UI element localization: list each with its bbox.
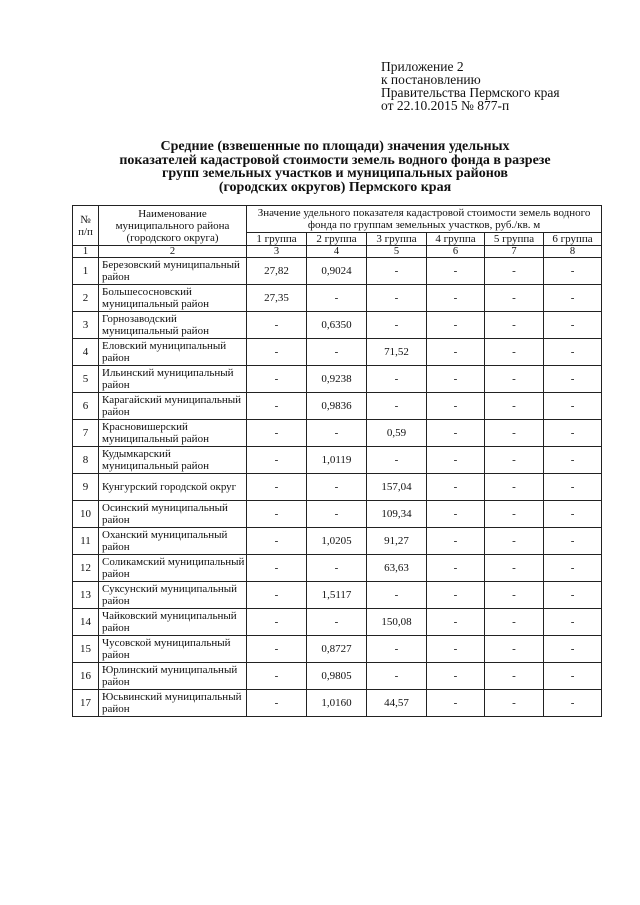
district-name: Осинский муниципальный район [99,501,247,528]
appendix-line: от 22.10.2015 № 877-п [381,98,510,113]
group-2-value: - [307,420,367,447]
group-4-value: - [427,393,485,420]
group-6-value: - [544,690,602,717]
group-1-value: - [247,609,307,636]
group-2-value: - [307,474,367,501]
district-name: Еловский муниципальный район [99,339,247,366]
header-group-5: 5 группа [485,233,544,246]
group-2-value: 0,6350 [307,312,367,339]
header-value: Значение удельного показателя кадастровой стоимости земель водного фонда по группам земельных участков, руб./кв. м [247,206,602,233]
appendix-line: Правительства Пермского края [381,85,560,100]
group-6-value: - [544,663,602,690]
title-line: (городских округов) Пермского края [218,179,452,195]
group-1-value: - [247,447,307,474]
district-name: Чусовской муниципальный район [99,636,247,663]
group-1-value: 27,82 [247,258,307,285]
table-row [73,366,602,393]
group-3-value: - [367,663,427,690]
appendix-line: к постановлению [381,72,481,87]
group-2-value: 1,0205 [307,528,367,555]
district-name: Кудымкарский муниципальный район [99,447,247,474]
group-6-value: - [544,258,602,285]
row-number: 8 [73,447,99,474]
row-number: 7 [73,420,99,447]
group-2-value: 0,9805 [307,663,367,690]
group-1-value: 27,35 [247,285,307,312]
group-1-value: - [247,528,307,555]
table-row [73,501,602,528]
group-1-value: - [247,555,307,582]
group-4-value: - [427,501,485,528]
group-6-value: - [544,285,602,312]
group-1-value: - [247,690,307,717]
column-number: 8 [544,246,602,258]
group-1-value: - [247,501,307,528]
group-6-value: - [544,474,602,501]
column-number: 2 [99,246,247,258]
group-1-value: - [247,474,307,501]
group-3-value: - [367,393,427,420]
column-numbers-row [73,246,602,258]
group-5-value: - [485,690,544,717]
table-row [73,609,602,636]
group-5-value: - [485,339,544,366]
group-6-value: - [544,555,602,582]
row-number: 16 [73,663,99,690]
group-4-value: - [427,339,485,366]
group-6-value: - [544,636,602,663]
group-2-value: 0,9024 [307,258,367,285]
group-3-value: - [367,285,427,312]
row-number: 4 [73,339,99,366]
group-3-value: 150,08 [367,609,427,636]
group-6-value: - [544,501,602,528]
group-5-value: - [485,609,544,636]
column-number: 1 [73,246,99,258]
column-number: 3 [247,246,307,258]
group-2-value: - [307,555,367,582]
group-5-value: - [485,312,544,339]
header-group-2: 2 группа [307,233,367,246]
row-number: 5 [73,366,99,393]
table-row [73,420,602,447]
group-6-value: - [544,420,602,447]
row-number: 17 [73,690,99,717]
group-4-value: - [427,582,485,609]
group-3-value: 109,34 [367,501,427,528]
group-4-value: - [427,366,485,393]
row-number: 6 [73,393,99,420]
appendix-line: Приложение 2 [381,59,464,74]
group-2-value: - [307,339,367,366]
group-1-value: - [247,339,307,366]
table-row [73,582,602,609]
column-number: 6 [427,246,485,258]
district-name: Карагайский муниципальный район [99,393,247,420]
group-3-value: - [367,447,427,474]
appendix-block [381,60,560,112]
group-6-value: - [544,582,602,609]
cadastral-value-table [72,205,602,717]
table-row [73,258,602,285]
group-5-value: - [485,663,544,690]
row-number: 2 [73,285,99,312]
header-group-4: 4 группа [427,233,485,246]
group-3-value: 71,52 [367,339,427,366]
district-name: Кунгурский городской округ [99,474,247,501]
row-number: 11 [73,528,99,555]
row-number: 12 [73,555,99,582]
group-5-value: - [485,258,544,285]
district-name: Чайковский муниципальный район [99,609,247,636]
header-group-1: 1 группа [247,233,307,246]
group-4-value: - [427,609,485,636]
group-2-value: 1,5117 [307,582,367,609]
header-num: № п/п [73,206,99,246]
column-number: 7 [485,246,544,258]
document-title [70,140,600,194]
title-line: показателей кадастровой стоимости земель водного фонда в разрезе [119,152,551,168]
group-5-value: - [485,474,544,501]
group-2-value: - [307,609,367,636]
group-4-value: - [427,555,485,582]
row-number: 10 [73,501,99,528]
district-name: Большесосновский муниципальный район [99,285,247,312]
district-name: Юсьвинский муниципальный район [99,690,247,717]
group-1-value: - [247,636,307,663]
group-5-value: - [485,636,544,663]
group-1-value: - [247,366,307,393]
district-name: Оханский муниципальный район [99,528,247,555]
group-4-value: - [427,474,485,501]
group-5-value: - [485,420,544,447]
district-name: Березовский муниципальный район [99,258,247,285]
table-row [73,636,602,663]
district-name: Суксунский муниципальный район [99,582,247,609]
group-3-value: - [367,312,427,339]
title-line: групп земельных участков и муниципальных районов [162,166,508,182]
row-number: 9 [73,474,99,501]
group-6-value: - [544,447,602,474]
group-4-value: - [427,447,485,474]
group-6-value: - [544,339,602,366]
group-4-value: - [427,528,485,555]
group-3-value: - [367,258,427,285]
group-4-value: - [427,690,485,717]
group-2-value: 1,0160 [307,690,367,717]
group-6-value: - [544,528,602,555]
group-4-value: - [427,636,485,663]
table-row [73,285,602,312]
header-name: Наименование муниципального района (городского округа) [99,206,247,246]
group-6-value: - [544,312,602,339]
row-number: 3 [73,312,99,339]
group-1-value: - [247,312,307,339]
row-number: 14 [73,609,99,636]
group-3-value: 91,27 [367,528,427,555]
group-4-value: - [427,312,485,339]
table-row [73,663,602,690]
group-6-value: - [544,393,602,420]
district-name: Горнозаводский муниципальный район [99,312,247,339]
group-2-value: - [307,285,367,312]
group-5-value: - [485,528,544,555]
group-5-value: - [485,582,544,609]
group-1-value: - [247,582,307,609]
group-2-value: - [307,501,367,528]
group-3-value: 0,59 [367,420,427,447]
district-name: Соликамский муниципальный район [99,555,247,582]
group-5-value: - [485,285,544,312]
group-5-value: - [485,366,544,393]
group-3-value: 63,63 [367,555,427,582]
group-4-value: - [427,663,485,690]
table-row [73,312,602,339]
group-5-value: - [485,501,544,528]
table-row [73,393,602,420]
group-2-value: 0,9836 [307,393,367,420]
district-name: Юрлинский муниципальный район [99,663,247,690]
group-2-value: 1,0119 [307,447,367,474]
group-6-value: - [544,609,602,636]
group-3-value: - [367,636,427,663]
group-6-value: - [544,366,602,393]
group-3-value: 44,57 [367,690,427,717]
row-number: 15 [73,636,99,663]
group-3-value: 157,04 [367,474,427,501]
group-5-value: - [485,393,544,420]
group-3-value: - [367,366,427,393]
header-group-6: 6 группа [544,233,602,246]
group-1-value: - [247,393,307,420]
group-3-value: - [367,582,427,609]
table-row [73,447,602,474]
group-1-value: - [247,663,307,690]
group-2-value: 0,8727 [307,636,367,663]
row-number: 1 [73,258,99,285]
column-number: 4 [307,246,367,258]
group-5-value: - [485,555,544,582]
group-4-value: - [427,420,485,447]
district-name: Красновишерский муниципальный район [99,420,247,447]
header-group-3: 3 группа [367,233,427,246]
table-row [73,474,602,501]
title-line: Средние (взвешенные по площади) значения удельных [160,139,510,154]
group-4-value: - [427,285,485,312]
group-5-value: - [485,447,544,474]
table-row [73,555,602,582]
column-number: 5 [367,246,427,258]
table-row [73,690,602,717]
row-number: 13 [73,582,99,609]
table-row [73,339,602,366]
group-1-value: - [247,420,307,447]
group-4-value: - [427,258,485,285]
group-2-value: 0,9238 [307,366,367,393]
district-name: Ильинский муниципальный район [99,366,247,393]
table-row [73,528,602,555]
